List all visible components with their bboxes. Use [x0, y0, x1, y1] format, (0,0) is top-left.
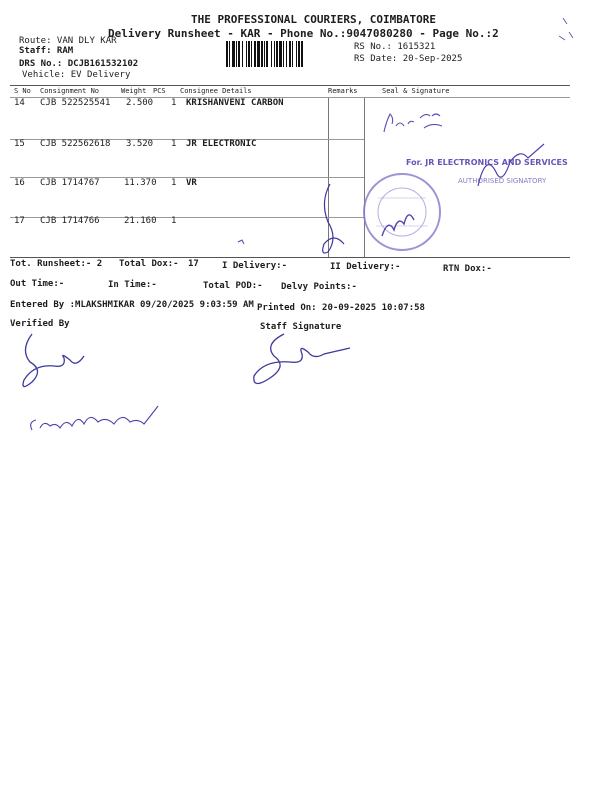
handwritten-name: [26, 402, 166, 438]
verified-by-label: Verified By: [10, 319, 70, 329]
handwritten-receipt-note: [380, 104, 450, 136]
col-header-consignee: Consignee Details: [180, 87, 252, 95]
sheet-title: Delivery Runsheet - KAR - Phone No.:9047080280 - Page No.:2: [108, 27, 499, 40]
company-stamp-text: For. JR ELECTRONICS AND SERVICES: [406, 158, 568, 167]
rubber-stamp: [358, 168, 448, 256]
row-consignment: CJB 522562618: [40, 139, 111, 149]
corner-ink-mark: [555, 14, 585, 44]
row-weight: 11.370: [124, 178, 157, 188]
drs-number: DRS No.: DCJB161532102: [19, 59, 139, 69]
col-header-seal: Seal & Signature: [382, 87, 450, 95]
total-dox-value: 17: [188, 259, 199, 269]
staff-label: Staff: RAM: [19, 46, 74, 56]
row-consignee: VR: [186, 178, 197, 188]
row-weight: 3.520: [126, 139, 154, 149]
col-header-weight: Weight: [121, 87, 147, 95]
rs-number: RS No.: 1615321: [354, 42, 436, 52]
row-consignment: CJB 1714767: [40, 178, 100, 188]
row-pcs: 1: [171, 178, 177, 188]
row-consignee: JR ELECTRONIC: [186, 139, 257, 149]
row-consignee: KRISHANVENI CARBON: [186, 98, 284, 108]
row-sno: 17: [14, 216, 25, 226]
row-weight: 2.500: [126, 98, 154, 108]
verified-by-signature: [14, 330, 94, 394]
ii-delivery: II Delivery:-: [330, 262, 401, 272]
staff-signature-label: Staff Signature: [260, 322, 342, 332]
in-time: In Time:-: [108, 280, 157, 290]
col-header-consignment: Consignment No: [40, 87, 100, 95]
col-header-pcs: PCS: [153, 87, 166, 95]
row-consignment: CJB 1714766: [40, 216, 100, 226]
company-name: THE PROFESSIONAL COURIERS, COIMBATORE: [191, 13, 437, 26]
entered-by: Entered By :MLAKSHMIKAR 09/20/2025 9:03:59 AM: [10, 300, 254, 310]
total-runsheet: Tot. Runsheet:- 2: [10, 259, 103, 269]
delvy-points: Delvy Points:-: [281, 282, 357, 292]
signature-scribble: [316, 182, 352, 258]
total-pod: Total POD:-: [203, 281, 263, 291]
col-header-remarks: Remarks: [328, 87, 358, 95]
row-pcs: 1: [171, 139, 177, 149]
barcode: [226, 41, 350, 67]
stamp-subtext: AUTHORISED SIGNATORY: [458, 177, 547, 185]
out-time: Out Time:-: [10, 279, 65, 289]
signature-scribble: [468, 142, 548, 192]
total-dox-label: Total Dox:-: [119, 259, 179, 269]
row-sno: 15: [14, 139, 25, 149]
row-sno: 16: [14, 178, 25, 188]
rs-date: RS Date: 20-Sep-2025: [354, 54, 463, 64]
pen-mark: [236, 236, 250, 246]
row-sno: 14: [14, 98, 25, 108]
i-delivery: I Delivery:-: [222, 261, 288, 271]
row-pcs: 1: [171, 98, 177, 108]
row-consignment: CJB 522525541: [40, 98, 111, 108]
row-pcs: 1: [171, 216, 177, 226]
printed-on: Printed On: 20-09-2025 10:07:58: [257, 303, 425, 313]
route-label: Route: VAN DLY KAR: [19, 36, 117, 46]
vehicle-label: Vehicle: EV Delivery: [22, 70, 131, 80]
col-header-sno: S No: [14, 87, 31, 95]
staff-signature: [244, 330, 354, 394]
row-weight: 21.160: [124, 216, 157, 226]
rtn-dox: RTN Dox:-: [443, 264, 492, 274]
